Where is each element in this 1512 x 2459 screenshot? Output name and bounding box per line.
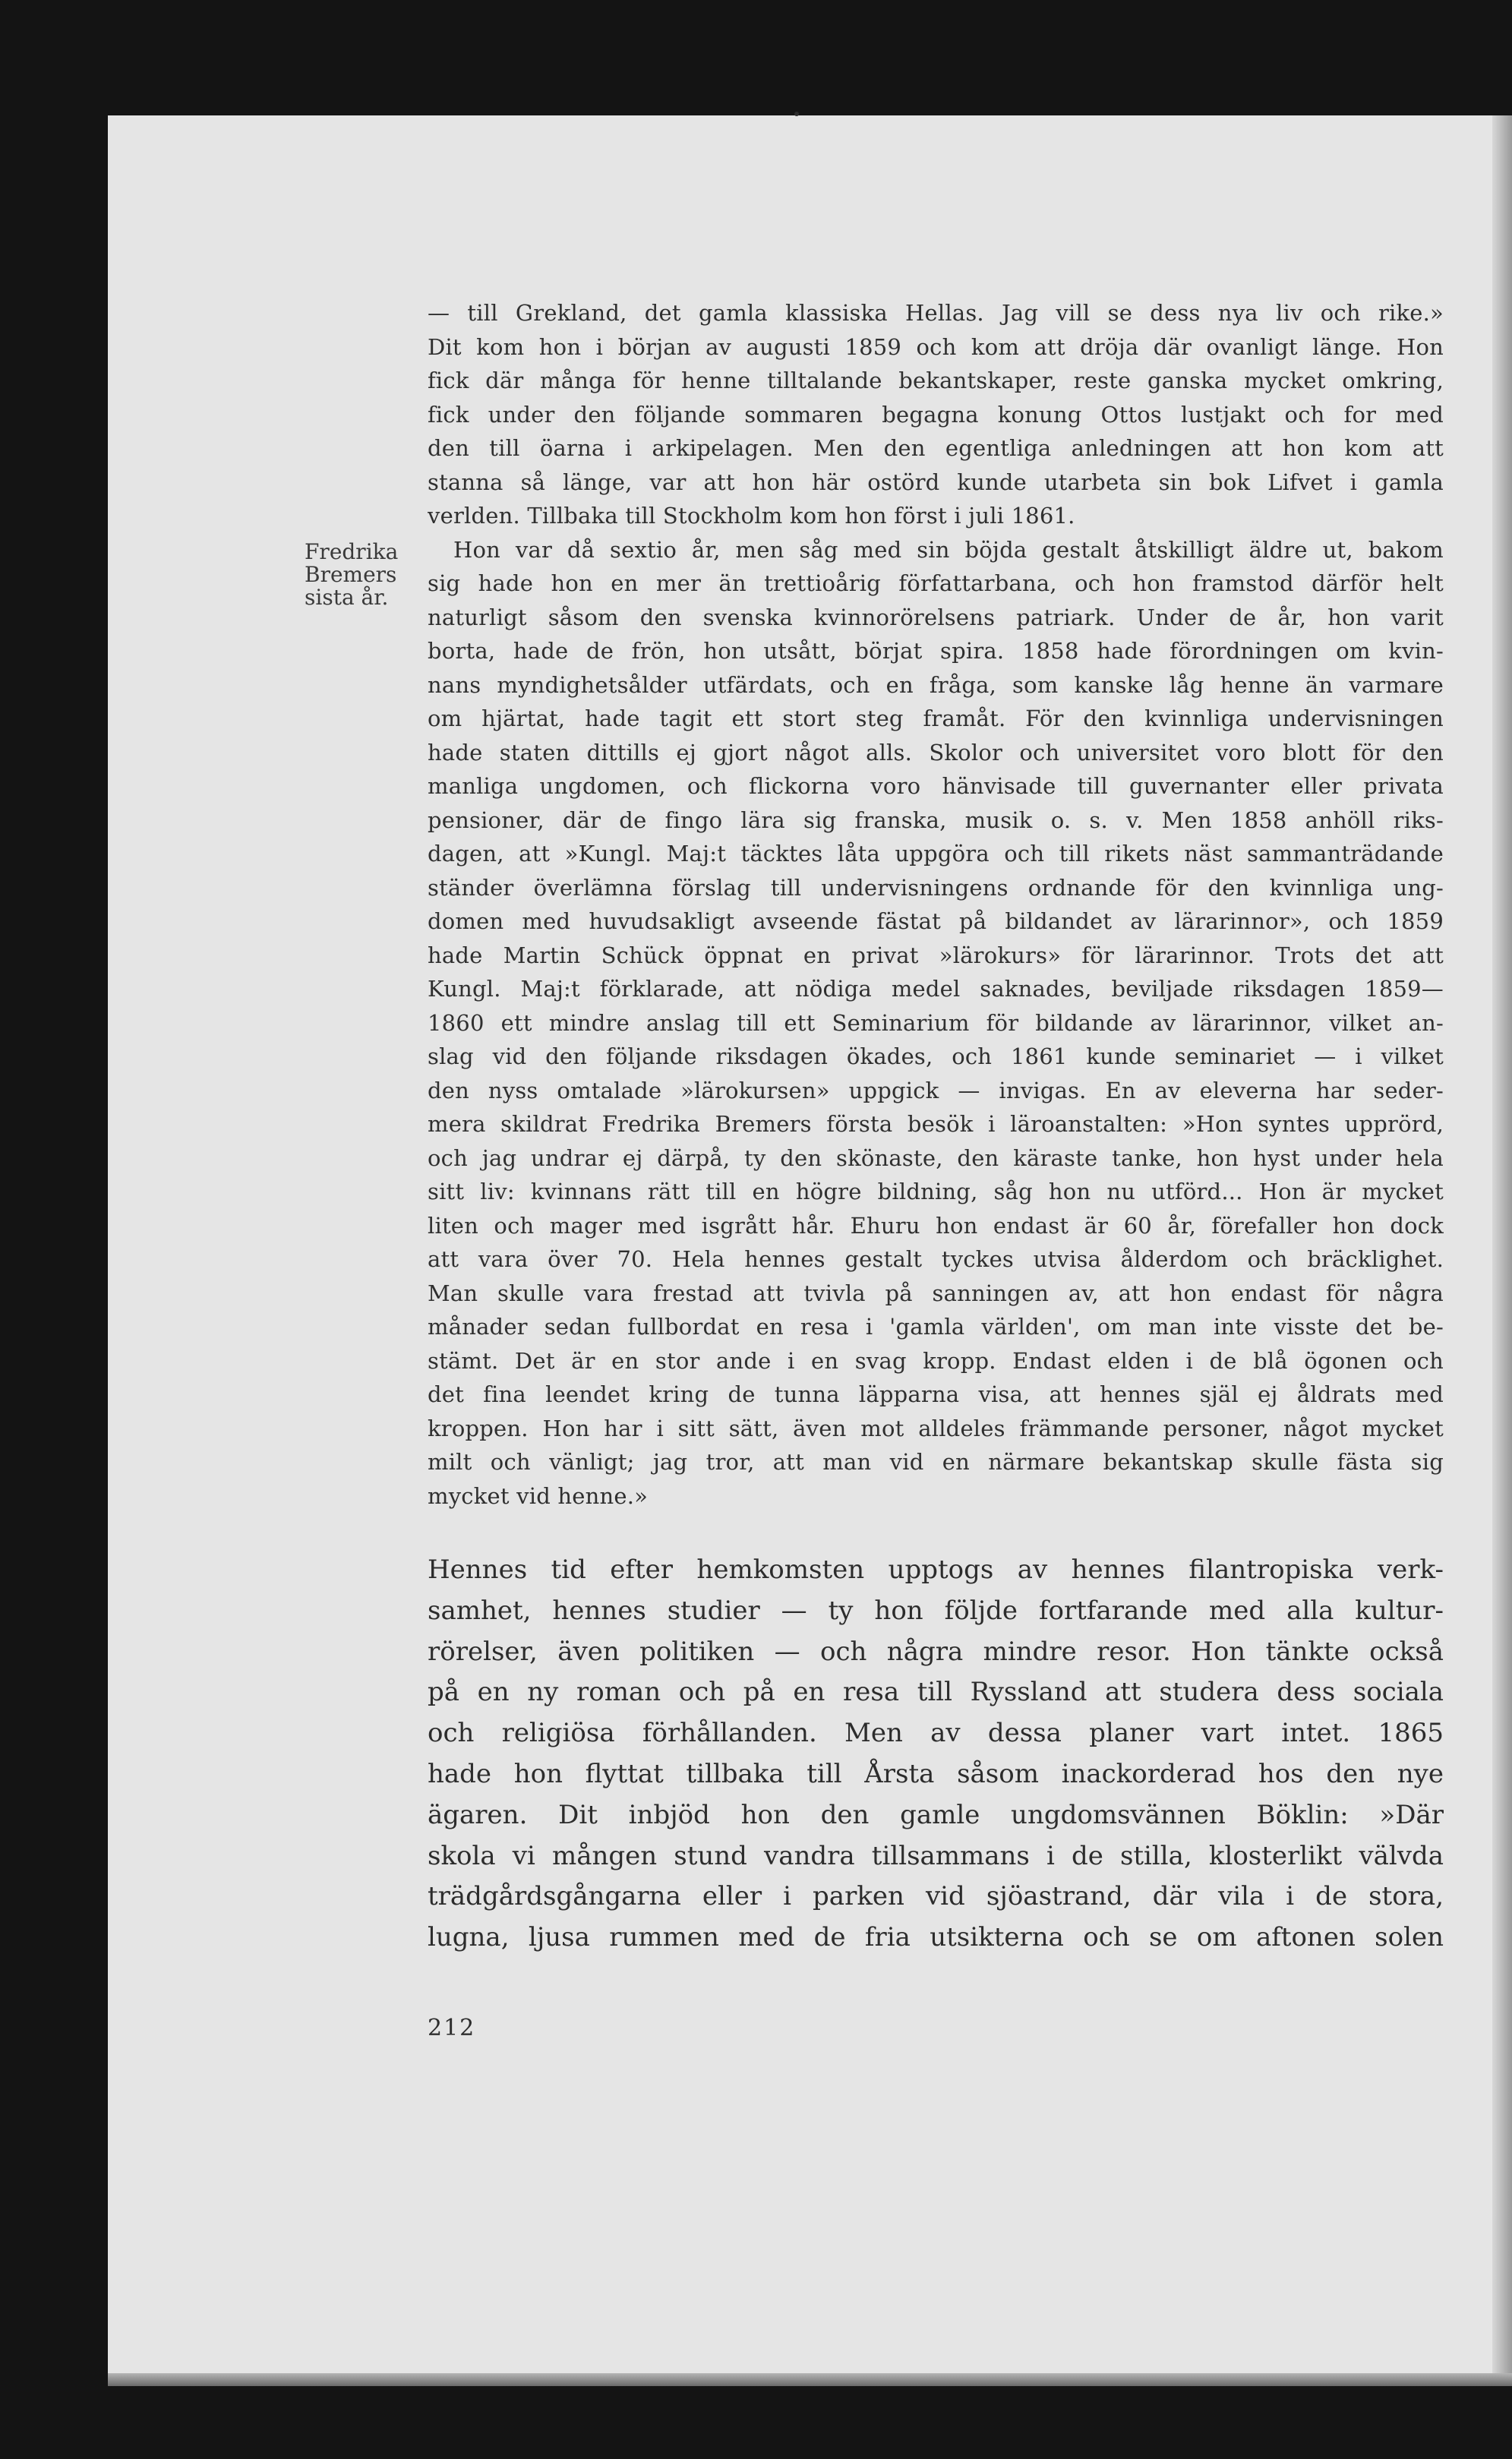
text-line: hade Martin Schück öppnat en privat »lärokurs» för lärarinnor. Trots det att bbox=[428, 942, 1444, 968]
text-line: sitt liv: kvinnans rätt till en högre bildning, såg hon nu utförd... Hon är mycket bbox=[428, 1179, 1444, 1204]
text-line: ägaren. Dit inbjöd hon den gamle ungdomsvännen Böklin: »Där bbox=[428, 1799, 1444, 1830]
text-line: Man skulle vara frestad att tvivla på sanningen av, att hon endast för några bbox=[428, 1280, 1444, 1306]
top-dot-mark bbox=[794, 112, 799, 116]
text-line: — till Grekland, det gamla klassiska Hellas. Jag vill se dess nya liv och rike.» bbox=[428, 300, 1444, 326]
text-line: trädgårdsgångarna eller i parken vid sjöastrand, där vila i de stora, bbox=[428, 1881, 1444, 1912]
text-line: 1860 ett mindre anslag till ett Seminarium för bildande av lärarinnor, vilket an- bbox=[428, 1009, 1444, 1036]
text-line: den till öarna i arkipelagen. Men den egentliga anledningen att hon kom att bbox=[428, 435, 1444, 461]
text-line: på en ny roman och på en resa till Ryssland att studera dess sociala bbox=[428, 1677, 1444, 1708]
text-line: pensioner, där de fingo lära sig franska, musik o. s. v. Men 1858 anhöll riks- bbox=[428, 807, 1444, 833]
text-line: domen med huvudsakligt avseende fästat på bildandet av lärarinnor», och 1859 bbox=[428, 908, 1444, 934]
text-line: fick under den följande sommaren begagna konung Ottos lustjakt och for med bbox=[428, 401, 1444, 428]
page-number: 212 bbox=[428, 2015, 476, 2041]
text-line: hade hon flyttat tillbaka till Årsta såsom inackorderad hos den nye bbox=[428, 1758, 1444, 1789]
text-line: lugna, ljusa rummen med de fria utsikterna och se om aftonen solen bbox=[428, 1922, 1444, 1953]
text-line: om hjärtat, hade tagit ett stort steg framåt. För den kvinnliga undervisningen bbox=[428, 706, 1444, 731]
text-line: den nyss omtalade »lärokursen» uppgick — invigas. En av eleverna har seder- bbox=[428, 1077, 1444, 1103]
margin-note bbox=[305, 541, 411, 609]
body-paragraph bbox=[428, 1550, 1444, 1959]
text-line: månader sedan fullbordat en resa i 'gamla världen', om man inte visste det be- bbox=[428, 1314, 1444, 1340]
text-line: fick där många för henne tilltalande bekantskaper, reste ganska mycket omkring, bbox=[428, 368, 1444, 393]
text-line: att vara över 70. Hela hennes gestalt tyckes utvisa ålderdom och bräcklighet. bbox=[428, 1246, 1444, 1272]
page-bottom-shadow bbox=[108, 2373, 1512, 2386]
text-line: mera skildrat Fredrika Bremers första besök i läroanstalten: »Hon syntes upprörd, bbox=[428, 1111, 1444, 1137]
text-line: stanna så länge, var att hon här ostörd kunde utarbeta sin bok Lifvet i gamla bbox=[428, 469, 1444, 495]
text-line: naturligt såsom den svenska kvinnorörelsens patriark. Under de år, hon varit bbox=[428, 604, 1444, 630]
margin-note-line: Bremers bbox=[305, 562, 397, 587]
text-line: rörelser, även politiken — och några mindre resor. Hon tänkte också bbox=[428, 1636, 1444, 1667]
text-line: manliga ungdomen, och flickorna voro hänvisade till guvernanter eller privata bbox=[428, 773, 1444, 799]
text-line: borta, hade de frön, hon utsått, börjat spira. 1858 hade förordningen om kvin- bbox=[428, 638, 1444, 664]
text-line: mycket vid henne.» bbox=[428, 1482, 649, 1509]
text-line: Dit kom hon i början av augusti 1859 och kom att dröja där ovanligt länge. Hon bbox=[428, 333, 1444, 360]
text-line: Hennes tid efter hemkomsten upptogs av hennes filantropiska verk- bbox=[428, 1555, 1444, 1585]
text-line: Kungl. Maj:t förklarade, att nödiga medel saknades, beviljade riksdagen 1859— bbox=[428, 976, 1444, 1002]
text-line: Hon var då sextio år, men såg med sin böjda gestalt åtskilligt äldre ut, bakom bbox=[453, 536, 1444, 563]
text-line: och religiösa förhållanden. Men av dessa planer vart intet. 1865 bbox=[428, 1718, 1444, 1749]
text-line: liten och mager med isgrått hår. Ehuru hon endast är 60 år, förefaller hon dock bbox=[428, 1212, 1444, 1239]
text-line: verlden. Tillbaka till Stockholm kom hon först i juli 1861. bbox=[428, 503, 1075, 529]
text-line: milt och vänligt; jag tror, att man vid en närmare bekantskap skulle fästa sig bbox=[428, 1449, 1444, 1475]
text-line: dagen, att »Kungl. Maj:t täcktes låta uppgöra och till rikets näst sammanträdande bbox=[428, 841, 1444, 866]
quoted-passage bbox=[428, 296, 1444, 1513]
text-line: och jag undrar ej därpå, ty den skönaste, den käraste tanke, hon hyst under hela bbox=[428, 1144, 1444, 1171]
text-line: sig hade hon en mer än trettioårig författarbana, och hon framstod därför helt bbox=[428, 570, 1444, 596]
page-edge-shadow bbox=[1492, 115, 1512, 2386]
text-line: kroppen. Hon har i sitt sätt, även mot alldeles främmande personer, något mycket bbox=[428, 1415, 1444, 1441]
text-line: ständer överlämna förslag till undervisningens ordnande för den kvinnliga ung- bbox=[428, 874, 1444, 901]
margin-note-line: sista år. bbox=[305, 585, 389, 610]
text-line: det fina leendet kring de tunna läpparna visa, att hennes själ ej åldrats med bbox=[428, 1381, 1444, 1407]
text-line: nans myndighetsålder utfärdats, och en fråga, som kanske låg henne än varmare bbox=[428, 671, 1444, 698]
margin-note-line: Fredrika bbox=[305, 539, 399, 564]
text-line: stämt. Det är en stor ande i en svag kropp. Endast elden i de blå ögonen och bbox=[428, 1347, 1444, 1374]
text-line: hade staten dittills ej gjort något alls. Skolor och universitet voro blott för den bbox=[428, 739, 1444, 765]
text-line: slag vid den följande riksdagen ökades, och 1861 kunde seminariet — i vilket bbox=[428, 1043, 1444, 1069]
text-line: samhet, hennes studier — ty hon följde fortfarande med alla kultur- bbox=[428, 1595, 1444, 1626]
text-line: skola vi mången stund vandra tillsammans i de stilla, klosterlikt välvda bbox=[428, 1840, 1444, 1871]
